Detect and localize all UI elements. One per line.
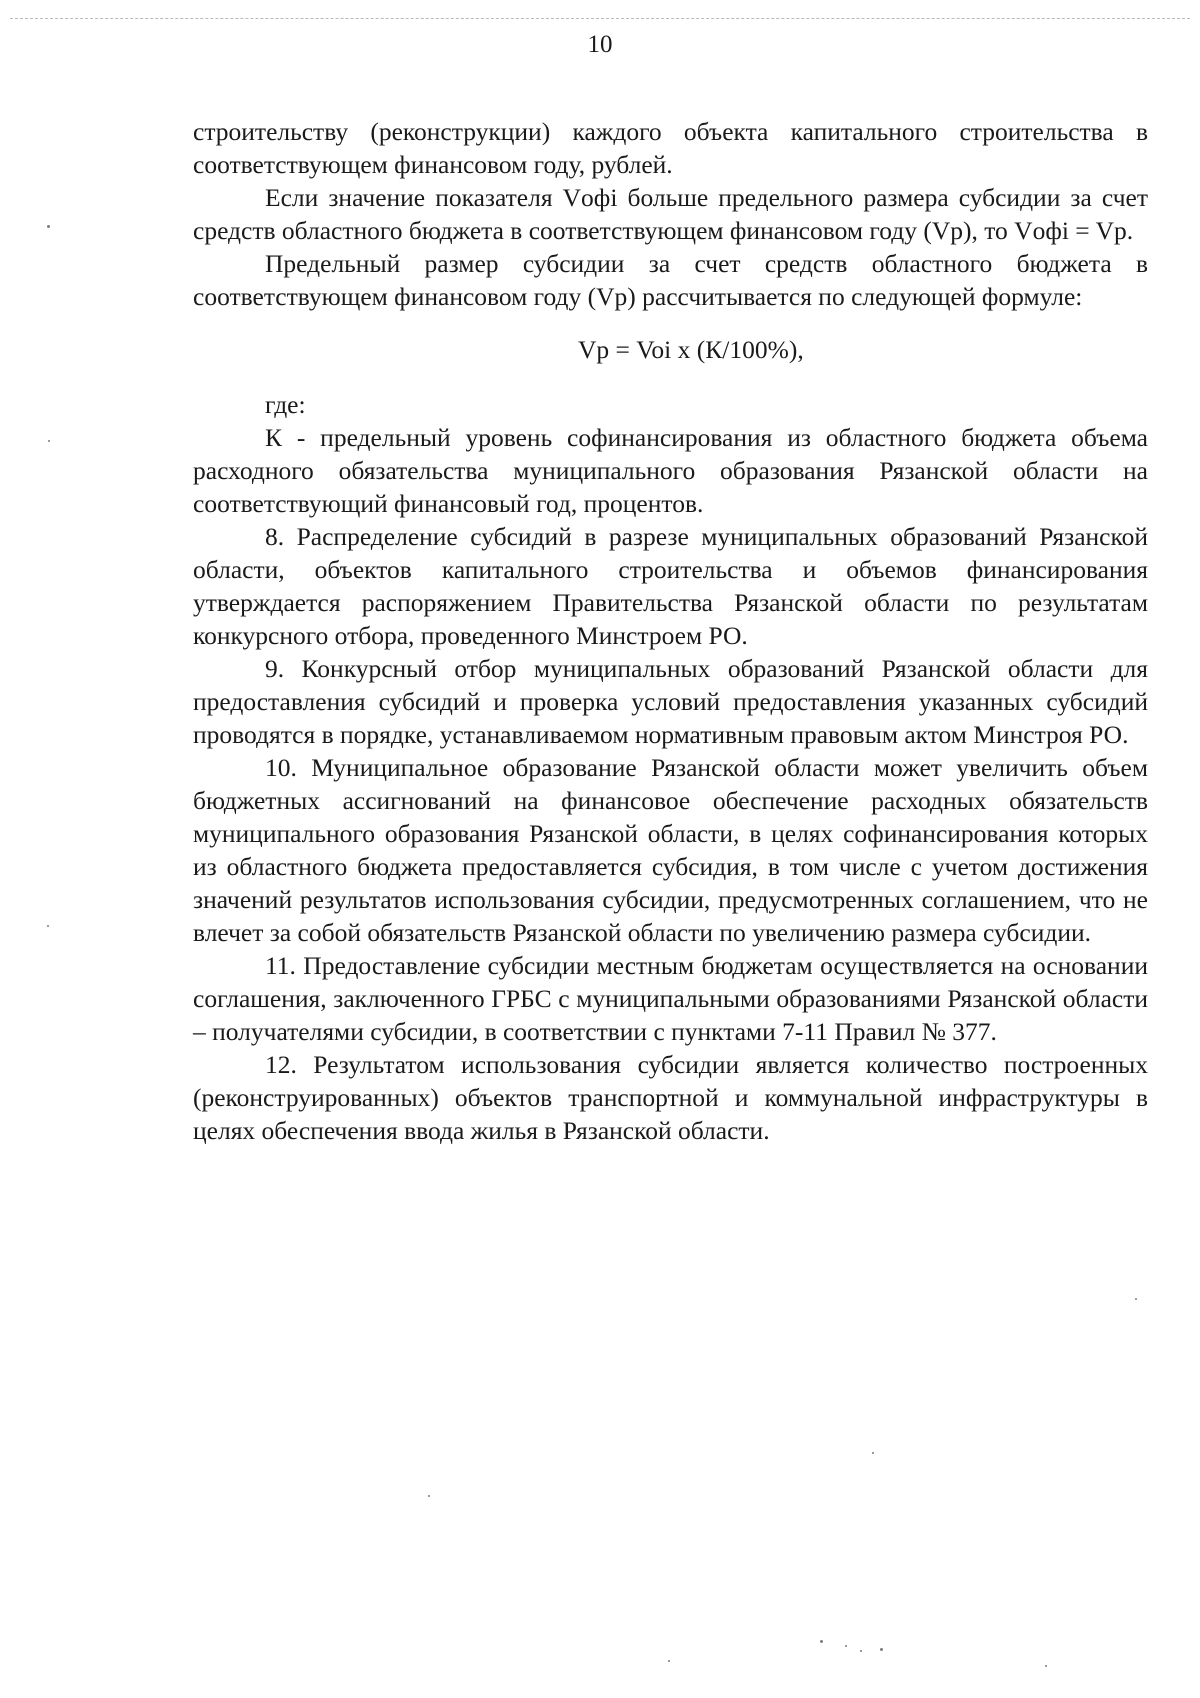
paragraph-item-11: 11. Предоставление субсидии местным бюджетам осуществляется на основании соглашения, заключенного ГРБС с муниципальными образованиями Рязанской области – получателями субсидии, в соответствии с пунктами 7-11 Правил № 377. [193,951,1148,1046]
scan-speck [1135,1298,1137,1300]
document-body [193,115,1148,1147]
scan-speck [880,1648,883,1651]
scan-speck [845,1645,847,1647]
paragraph-vofi-condition: Если значение показателя Vофi больше предельного размера субсидии за счет средств областного бюджета в соответствующем финансовом году (Vр), то Vофi = Vр. [193,183,1148,245]
paragraph-item-10: 10. Муниципальное образование Рязанской области может увеличить объем бюджетных ассигнований на финансовое обеспечение расходных обязательств муниципального образования Рязанской области, в целях софинансирования которых из областного бюджета предоставляется субсидия, в том числе с учетом достижения значений результатов использования субсидии, предусмотренных соглашением, что не влечет за собой обязательств Рязанской области по увеличению размера субсидии. [193,753,1148,947]
scan-top-edge [10,18,1190,19]
scan-speck [820,1640,823,1643]
formula: Vр = Voi x (К/100%), [578,335,804,364]
paragraph-continuation: строительству (реконструкции) каждого объекта капитального строительства в соответствующем финансовом году, рублей. [193,117,1148,179]
scan-speck [48,440,50,442]
scan-speck [47,925,49,927]
paragraph-where: где: [265,390,306,419]
scan-speck [47,225,50,228]
paragraph-k-definition: К - предельный уровень софинансирования из областного бюджета объема расходного обязательства муниципального образования Рязанской области на соответствующий финансовый год, процентов. [193,423,1148,518]
paragraph-item-12: 12. Результатом использования субсидии является количество построенных (реконструированных) объектов транспортной и коммунальной инфраструктуры в целях обеспечения ввода жилья в Рязанской области. [193,1050,1148,1145]
page-number: 10 [587,31,613,58]
scan-speck [860,1650,862,1652]
scan-speck [668,1660,670,1662]
scan-speck [872,1452,874,1454]
scan-speck [428,1495,430,1497]
paragraph-limit-formula-intro: Предельный размер субсидии за счет средств областного бюджета в соответствующем финансовом году (Vр) рассчитывается по следующей формуле: [193,249,1148,311]
paragraph-item-8: 8. Распределение субсидий в разрезе муниципальных образований Рязанской области, объектов капитального строительства и объемов финансирования утверждается распоряжением Правительства Рязанской области по результатам конкурсного отбора, проведенного Минстроем РО. [193,522,1148,650]
paragraph-item-9: 9. Конкурсный отбор муниципальных образований Рязанской области для предоставления субсидий и проверка условий предоставления указанных субсидий проводятся в порядке, устанавливаемом нормативным правовым актом Минстроя РО. [193,654,1148,749]
scan-speck [1045,1665,1047,1667]
